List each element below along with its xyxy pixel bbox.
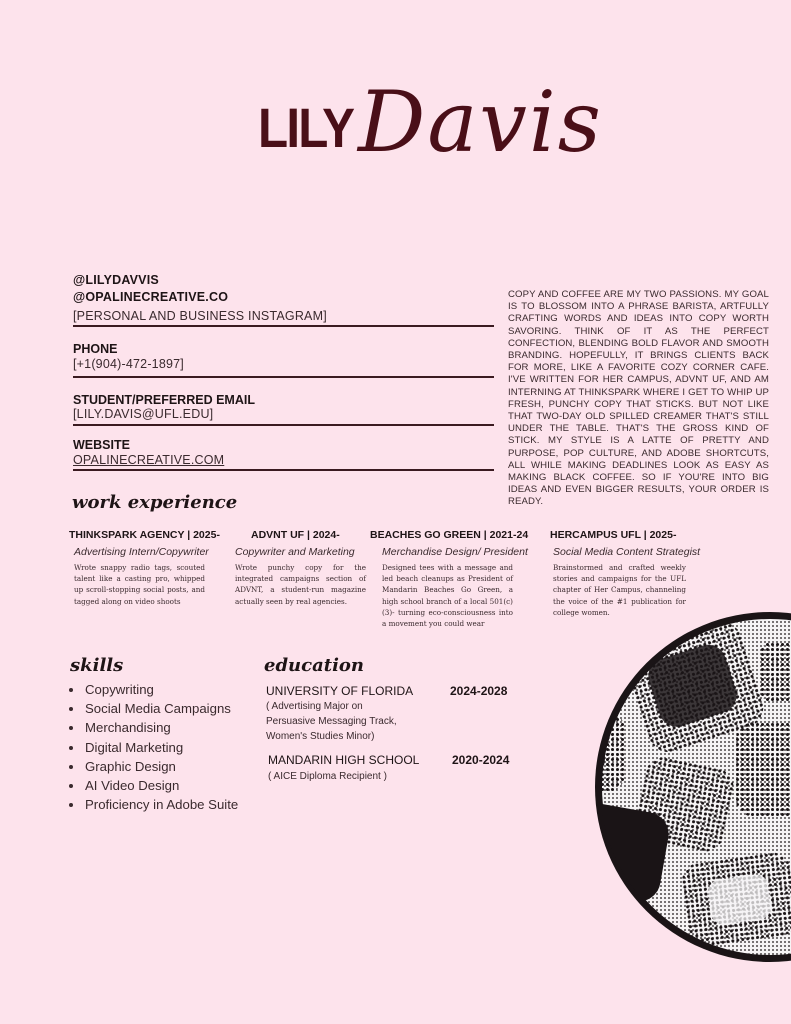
instagram-handle-personal: @LILYDAVVIS: [73, 273, 159, 287]
education-note: Women's Studies Minor): [266, 731, 375, 742]
job-title: ADVNT UF | 2024-: [251, 529, 340, 541]
job-title: BEACHES GO GREEN | 2021-24: [370, 529, 529, 541]
skill-item: • AI Video Design: [84, 776, 254, 795]
skill-item: • Graphic Design: [84, 757, 254, 776]
education-note: ( AICE Diploma Recipient ): [268, 771, 387, 782]
skill-item: • Merchandising: [84, 718, 254, 737]
skill-item: • Proficiency in Adobe Suite: [84, 795, 254, 814]
job-hercampus: [550, 529, 720, 618]
first-name: LILY: [258, 96, 354, 159]
job-description: Wrote snappy radio tags, scouted talent like a casting pro, whipped up scroll-stopping social posts, and tagged along on video shoots: [74, 563, 205, 606]
instagram-handle-business: @OPALINECREATIVE.CO: [73, 290, 229, 304]
job-role: Advertising Intern/Copywriter: [74, 546, 209, 558]
job-role: Copywriter and Marketing: [235, 546, 355, 558]
job-role: Merchandise Design/ President: [382, 546, 528, 558]
job-title: THINKSPARK AGENCY | 2025-: [69, 529, 220, 541]
education-note: ( Advertising Major on: [266, 701, 363, 712]
education-years: 2024-2028: [450, 684, 508, 698]
skills-heading: skills: [70, 655, 124, 676]
education-years: 2020-2024: [452, 753, 510, 767]
instagram-note: [PERSONAL AND BUSINESS INSTAGRAM]: [73, 309, 327, 323]
divider: [73, 424, 494, 426]
last-name: Davis: [358, 73, 603, 171]
job-description: Wrote punchy copy for the integrated campaigns section of ADVNT, a student-run magazine actually seen by real agencies.: [235, 563, 366, 606]
education-heading: education: [264, 655, 364, 676]
website-link[interactable]: OPALINECREATIVE.COM: [73, 453, 225, 467]
divider: [73, 469, 494, 471]
job-role: Social Media Content Strategist: [553, 546, 701, 558]
education-school: MANDARIN HIGH SCHOOL: [268, 753, 420, 767]
education-note: Persuasive Messaging Track,: [266, 716, 397, 727]
job-description: Designed tees with a message and led beach cleanups as President of Mandarin Beaches Go Green, a high school branch of a local 501(c)(3)- turning eco-consciousness into a movement you could wear: [382, 563, 513, 629]
iced-coffee-halftone-image: [535, 612, 791, 968]
phone-label: PHONE: [73, 342, 118, 356]
divider: [73, 325, 494, 327]
education-school: UNIVERSITY OF FLORIDA: [266, 684, 414, 698]
skill-item: • Copywriting: [84, 680, 254, 699]
job-title: HERCAMPUS UFL | 2025-: [550, 529, 677, 541]
email-value: [LILY.DAVIS@UFL.EDU]: [73, 407, 214, 421]
phone-value: [+1(904)-472-1897]: [73, 357, 184, 371]
email-label: STUDENT/PREFERRED EMAIL: [73, 393, 255, 407]
skill-item: • Social Media Campaigns: [84, 699, 254, 718]
divider: [73, 376, 494, 378]
work-experience-heading: work experience: [72, 492, 238, 513]
job-thinkspark: [69, 529, 229, 607]
job-advnt: [235, 529, 371, 607]
job-beaches-go-green: [370, 529, 540, 629]
website-label: WEBSITE: [73, 438, 130, 452]
job-description: Brainstormed and crafted weekly stories and campaigns for the UFL chapter of Her Campus, channeling the voice of the #1 publication for college women.: [553, 563, 686, 617]
skills-list: [70, 680, 254, 814]
bio-paragraph: COPY AND COFFEE ARE MY TWO PASSIONS. MY GOAL IS TO BLOSSOM INTO A PHRASE BARISTA, ARTFULLY CRAFTING WORDS AND IDEAS INTO COPY WORTH SAVORING. THINK OF IT AS THE PERFECT CONFECTION, BLENDING BOLD FLAVOR AND SMOOTH BRANDING. HOPEFULLY, IT BRINGS CLIENTS BACK FOR MORE, LIKE A FAVORITE COZY CORNER CAFE. I'VE WRITTEN FOR HER CAMPUS, ADVNT UF, AND AM INTERNING AT THINKSPARK WHERE I GET TO WHIP UP FRESH, PUNCHY COPY THAT STICKS. BUT NOT LIKE THAT TWO-DAY OLD SPILLED CREAMER THAT'S STILL UNDER THE TABLE. THAT'S THE GROSS KIND OF STICK. MY STYLE IS A LATTE OF PRETTY AND PURPOSE, POP CULTURE, AND ADOBE SHORTCUTS, ALL WHILE MAKING DEADLINES LOOK AS EASY AS MAKING BLACK COFFEE. SO IF YOU'RE INTO BIG IDEAS AND EVEN BIGGER RESULTS, YOUR ORDER IS READY.: [508, 289, 769, 508]
skill-item: • Digital Marketing: [84, 738, 254, 757]
